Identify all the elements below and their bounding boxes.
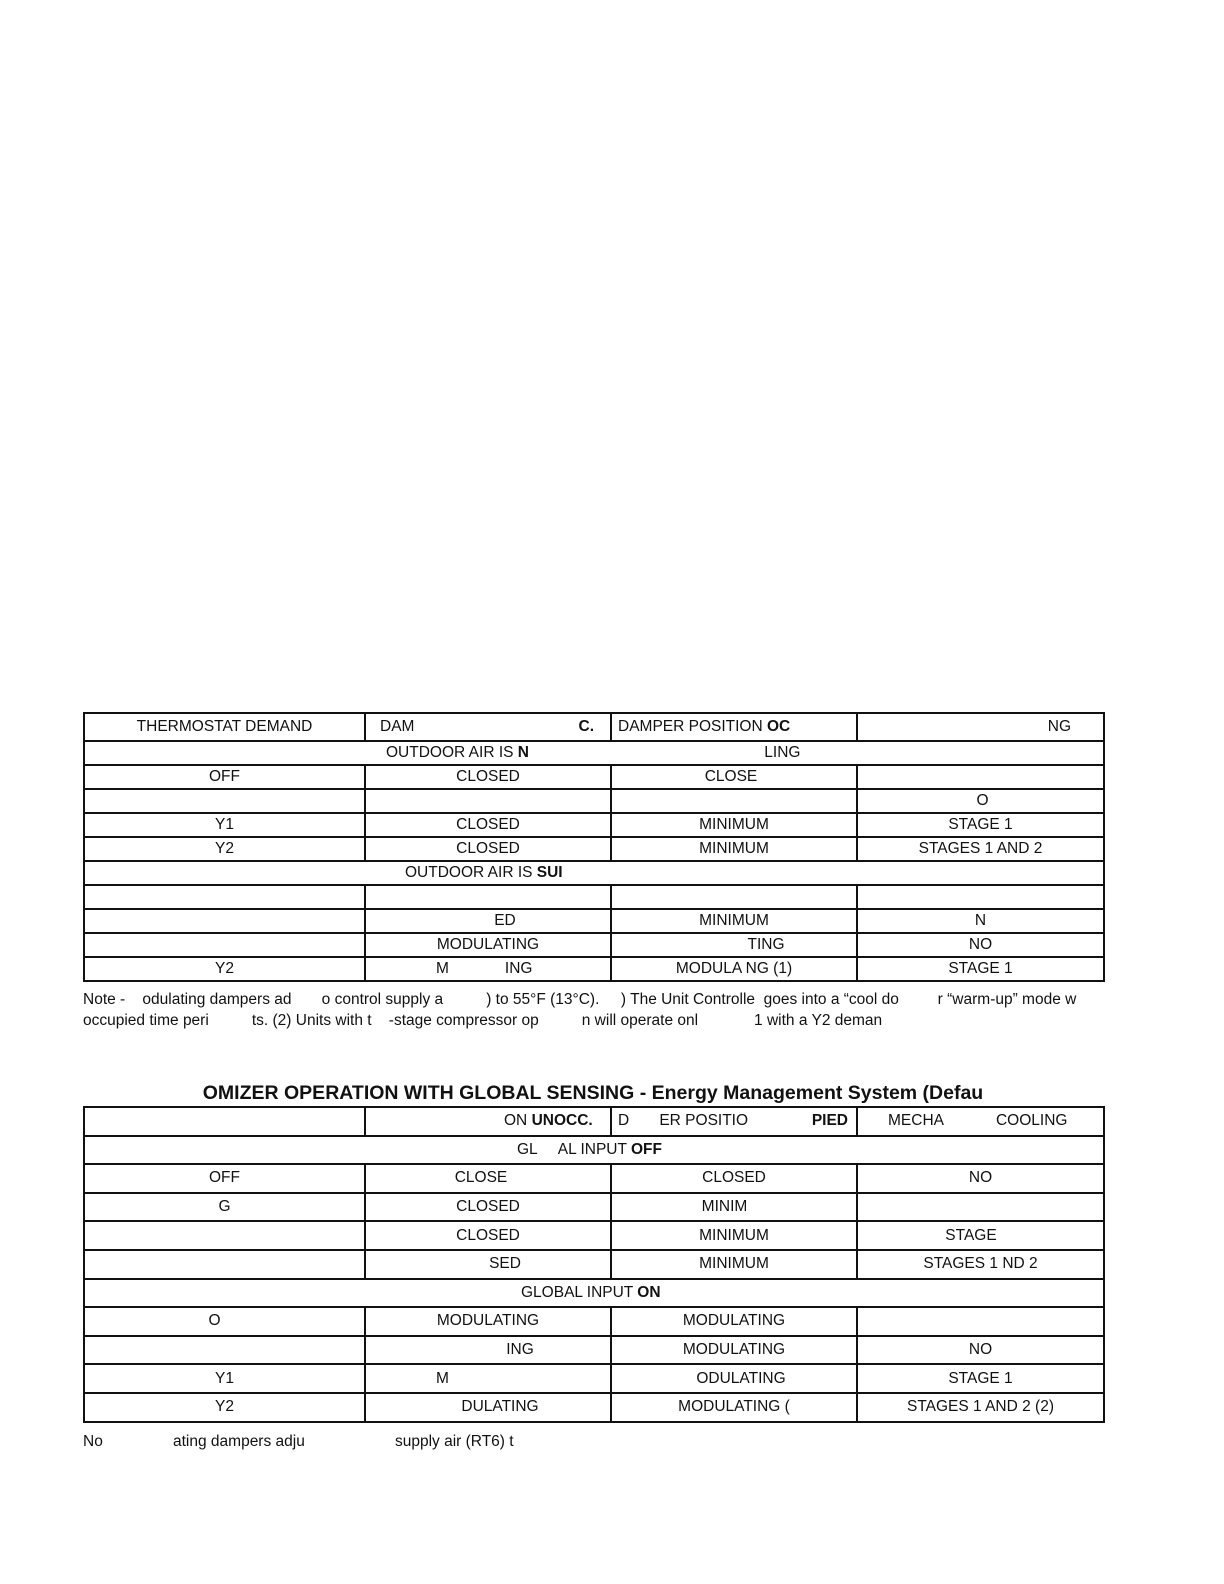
table-row xyxy=(84,885,1104,909)
economizer-table-1 xyxy=(83,712,1105,982)
header-damper-occ-text: DAMPER POSITION xyxy=(618,718,767,735)
cell-demand: G xyxy=(84,1193,365,1222)
cell-occ: MINIMUM xyxy=(611,909,857,933)
cell-unocc: CLOSED xyxy=(365,837,611,861)
header-damper-unocc xyxy=(365,1107,611,1136)
cell-cooling: STAGE xyxy=(857,1221,1104,1250)
cell-cooling xyxy=(857,1307,1104,1336)
cell-cooling: NO xyxy=(857,1336,1104,1365)
section-outdoor-air-not-suitable xyxy=(84,741,1104,765)
table-2-title: OMIZER OPERATION WITH GLOBAL SENSING - Energy Management System (Defau xyxy=(202,1082,984,1104)
cell-unocc: ING xyxy=(365,1336,611,1365)
section-text: OUTDOOR AIR IS xyxy=(405,864,537,881)
cell-unocc xyxy=(365,885,611,909)
section-bold: OFF xyxy=(631,1140,662,1158)
header-thermostat-demand: THERMOSTAT DEMAND xyxy=(84,713,365,741)
section-row xyxy=(84,1279,1104,1308)
section-global-input-on xyxy=(84,1279,1104,1308)
cell-unocc: CLOSED xyxy=(365,765,611,789)
cell-demand xyxy=(84,789,365,813)
cell-unocc: MODULATING xyxy=(365,933,611,957)
section-text: GLOBAL INPUT xyxy=(521,1283,638,1301)
section-bold: N xyxy=(517,744,529,761)
cell-cooling xyxy=(857,765,1104,789)
section-bold: ON xyxy=(637,1283,661,1301)
cell-demand: Y2 xyxy=(84,837,365,861)
cell-cooling: O xyxy=(857,789,1104,813)
note-fragment: supply air (RT6) t xyxy=(395,1433,514,1450)
note-line: Note - odulating dampers ad o control supply a ) to 55°F (13°C). ) The Unit Controlle goes into a “cool do r “warm-up” mode w xyxy=(83,991,1077,1008)
section-outdoor-air-suitable xyxy=(84,861,1104,885)
section-text: GL AL INPUT xyxy=(517,1140,631,1158)
section-text: OUTDOOR AIR IS xyxy=(386,744,518,761)
cell-demand xyxy=(84,885,365,909)
cell-unocc: CLOSED xyxy=(365,1193,611,1222)
cell-demand xyxy=(84,1336,365,1365)
section-suffix: LING xyxy=(764,744,801,761)
cell-cooling: STAGE 1 xyxy=(857,1364,1104,1393)
header-damper-occ xyxy=(611,1107,857,1136)
cell-occ: ODULATING xyxy=(611,1364,857,1393)
cell-demand: O xyxy=(84,1307,365,1336)
table-row xyxy=(84,1164,1104,1193)
cell-occ: MINIMUM xyxy=(611,1221,857,1250)
table-row xyxy=(84,1193,1104,1222)
table-row xyxy=(84,909,1104,933)
section-row xyxy=(84,1136,1104,1165)
note-fragment: No xyxy=(83,1433,103,1450)
cell-unocc: SED xyxy=(365,1250,611,1279)
header-cooling-a: MECHA xyxy=(888,1112,944,1130)
table-row xyxy=(84,837,1104,861)
cell-occ: MINIMUM xyxy=(611,837,857,861)
table-row xyxy=(84,933,1104,957)
cell-demand: Y1 xyxy=(84,1364,365,1393)
note-fragment: ating dampers adju xyxy=(173,1433,305,1450)
cell-cooling: NO xyxy=(857,933,1104,957)
cell-demand xyxy=(84,933,365,957)
cell-occ: MINIMUM xyxy=(611,813,857,837)
cell-occ xyxy=(611,789,857,813)
table-row xyxy=(84,1307,1104,1336)
cell-unocc xyxy=(365,957,611,981)
cell-unocc: MODULATING xyxy=(365,1307,611,1336)
cell-cooling xyxy=(857,885,1104,909)
header-damper-occ-bold: OC xyxy=(767,718,791,735)
table-header-row xyxy=(84,713,1104,741)
cell-cooling: N xyxy=(857,909,1104,933)
cell-unocc-text: M xyxy=(436,1369,449,1387)
cell-occ: TING xyxy=(611,933,857,957)
header-damper-occ-bold: PIED xyxy=(811,1112,848,1130)
table-row xyxy=(84,1393,1104,1422)
table-1-note xyxy=(83,989,1113,1031)
table-row xyxy=(84,1364,1104,1393)
cell-cooling: STAGE 1 xyxy=(857,957,1104,981)
table-header-row xyxy=(84,1107,1104,1136)
section-global-input-off xyxy=(84,1136,1104,1165)
cell-demand xyxy=(84,1221,365,1250)
header-mechanical-cooling xyxy=(857,1107,1104,1136)
cell-cooling: STAGES 1 ND 2 xyxy=(857,1250,1104,1279)
cell-occ: MODULATING xyxy=(611,1336,857,1365)
cell-occ: MINIM xyxy=(611,1193,857,1222)
header-damper-unocc-bold: UNOCC. xyxy=(531,1112,593,1130)
table-2-note xyxy=(83,1431,1113,1452)
table-row xyxy=(84,1221,1104,1250)
cell-cooling: STAGE 1 xyxy=(857,813,1104,837)
header-damper-unocc xyxy=(365,713,611,741)
header-mechanical-cooling: NG xyxy=(857,713,1104,741)
cell-unocc-a: M xyxy=(436,960,449,977)
cell-cooling: NO xyxy=(857,1164,1104,1193)
cell-cooling: STAGES 1 AND 2 xyxy=(857,837,1104,861)
section-bold: SUI xyxy=(536,864,563,881)
header-damper-unocc-prefix: DAM xyxy=(380,718,415,735)
cell-cooling: STAGES 1 AND 2 (2) xyxy=(857,1393,1104,1422)
section-row xyxy=(84,741,1104,765)
table-row xyxy=(84,765,1104,789)
header-cooling-b: COOLING xyxy=(995,1112,1068,1130)
header-damper-unocc-suffix: C. xyxy=(578,718,594,735)
table-row xyxy=(84,813,1104,837)
cell-unocc-b: ING xyxy=(504,960,533,977)
table-row xyxy=(84,1336,1104,1365)
cell-demand: Y2 xyxy=(84,1393,365,1422)
cell-demand: OFF xyxy=(84,765,365,789)
cell-demand: OFF xyxy=(84,1164,365,1193)
cell-unocc: CLOSED xyxy=(365,1221,611,1250)
header-damper-unocc-text: ON xyxy=(504,1112,532,1130)
cell-occ: CLOSED xyxy=(611,1164,857,1193)
table-row xyxy=(84,957,1104,981)
economizer-table-2 xyxy=(83,1106,1105,1423)
note-line: occupied time peri ts. (2) Units with t -stage compressor op n will operate onl 1 with a Y2 deman xyxy=(83,1012,883,1029)
table-row xyxy=(84,1250,1104,1279)
cell-unocc: CLOSED xyxy=(365,813,611,837)
cell-unocc: DULATING xyxy=(365,1393,611,1422)
cell-occ: MODULATING ( xyxy=(611,1393,857,1422)
cell-occ: MINIMUM xyxy=(611,1250,857,1279)
cell-unocc xyxy=(365,789,611,813)
header-damper-occ-text: D ER POSITIO xyxy=(618,1112,749,1130)
cell-demand xyxy=(84,909,365,933)
cell-unocc: CLOSE xyxy=(365,1164,611,1193)
header-damper-occ xyxy=(611,713,857,741)
cell-unocc: ED xyxy=(365,909,611,933)
cell-unocc xyxy=(365,1364,611,1393)
cell-occ: CLOSE xyxy=(611,765,857,789)
cell-demand xyxy=(84,1250,365,1279)
cell-demand: Y2 xyxy=(84,957,365,981)
cell-cooling xyxy=(857,1193,1104,1222)
cell-occ: MODULATING xyxy=(611,1307,857,1336)
cell-occ: MODULA NG (1) xyxy=(611,957,857,981)
cell-demand: Y1 xyxy=(84,813,365,837)
table-row xyxy=(84,789,1104,813)
section-row xyxy=(84,861,1104,885)
header-thermostat-demand xyxy=(84,1107,365,1136)
cell-occ xyxy=(611,885,857,909)
